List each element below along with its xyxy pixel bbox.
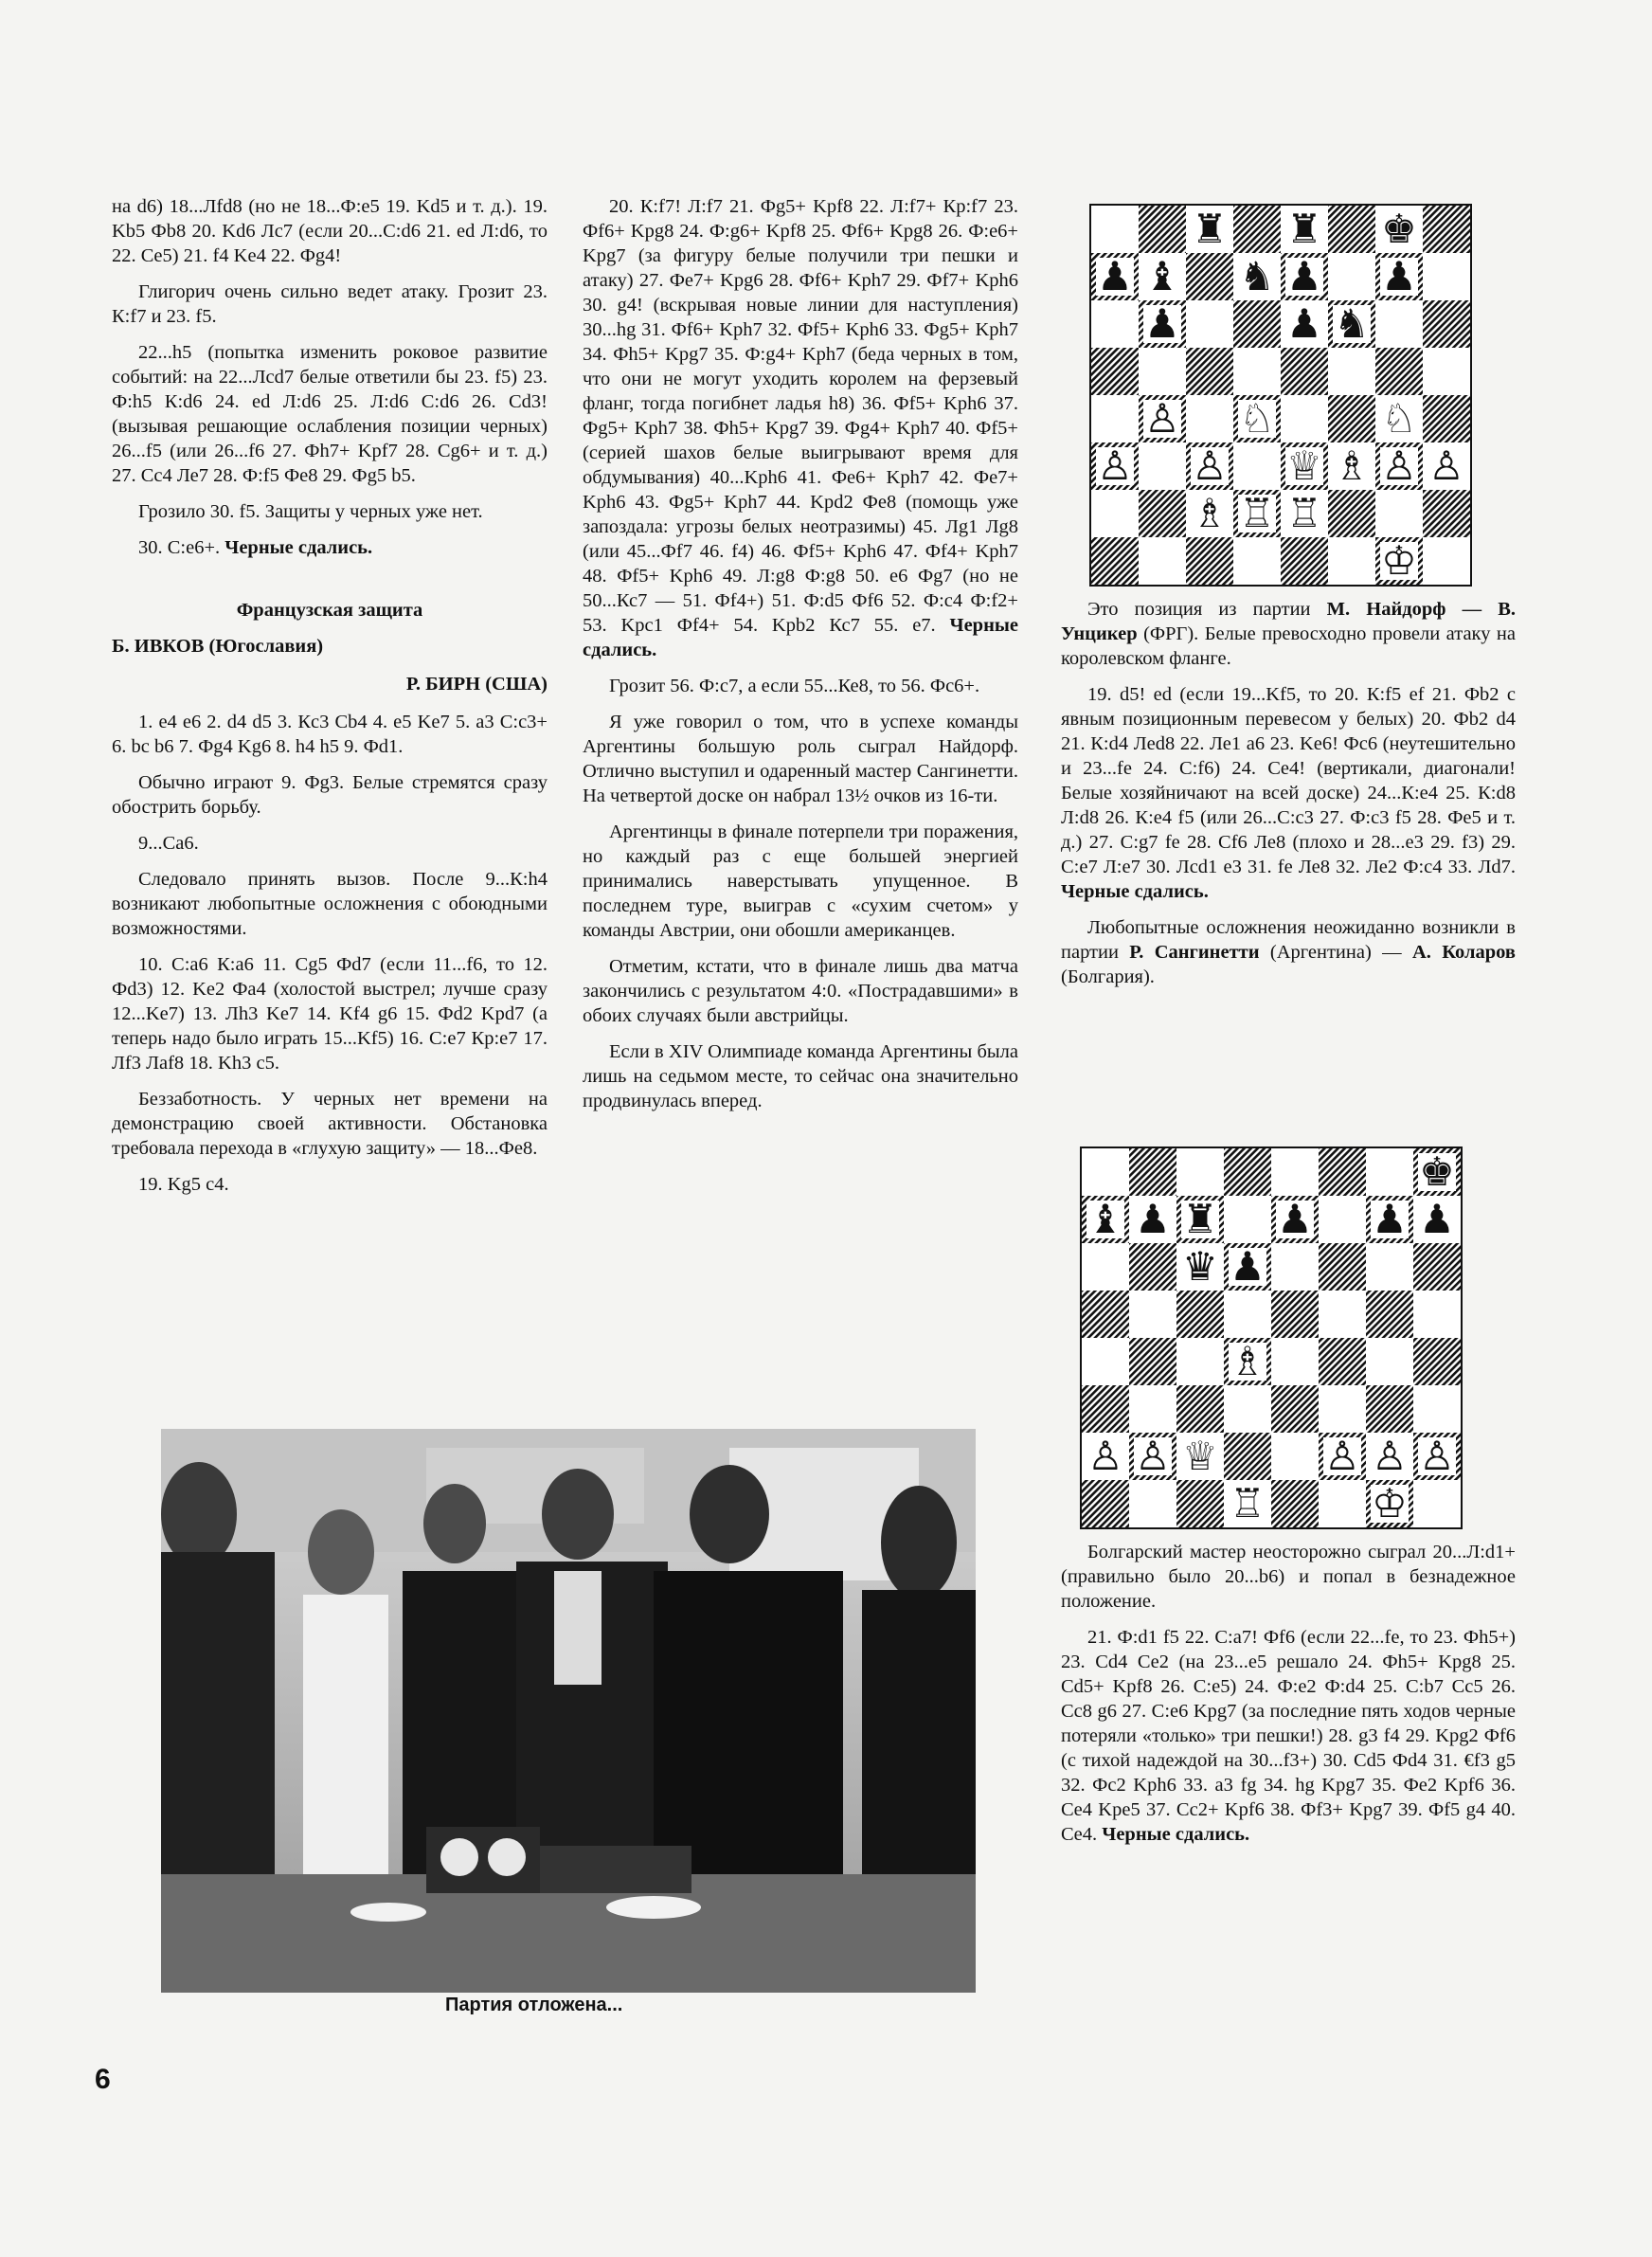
black-bishop-icon: ♝ xyxy=(1087,1196,1123,1242)
white-bishop-icon: ♗ xyxy=(1334,442,1370,489)
result-text: Черные сдались. xyxy=(224,537,373,558)
result-text: Черные сдались. xyxy=(1102,1824,1250,1845)
white-pawn-icon: ♙ xyxy=(1381,442,1417,489)
dark-square xyxy=(1423,206,1470,253)
dark-square xyxy=(1281,537,1328,585)
white-pawn-icon: ♙ xyxy=(1097,442,1133,489)
dark-square xyxy=(1186,253,1233,300)
black-pawn-icon: ♟ xyxy=(1097,253,1133,299)
white-pawn-icon: ♙ xyxy=(1144,395,1180,442)
paragraph: Обычно играют 9. Фg3. Белые стремятся сразу обострить борьбу. xyxy=(112,772,548,818)
black-pawn-icon: ♟ xyxy=(1286,300,1322,347)
white-pawn-icon: ♙ xyxy=(1324,1433,1360,1479)
column-3 xyxy=(1061,597,1516,1001)
light-square xyxy=(1129,1291,1176,1338)
light-square xyxy=(1413,1385,1461,1433)
light-square xyxy=(1366,1148,1413,1196)
paragraph: 22...h5 (попытка изменить роковое развитие событий: на 22...Лcd7 белые ответили бы 23. f5) 23. Ф:h5 К:d6 24. ed Л:d6 25. Л:d6 С:d6 26. Cd3! (вызывая решающие ослабления позиции черных) 26...f5 (или 26...f6 27. Фh7+ Kpf7 28. Cg6+ и т. д.) 27. Cc4 Ле7 28. Ф:f5 Фе8 29. Фg5 b5. xyxy=(112,342,548,486)
move-text: 20. К:f7! Л:f7 21. Фg5+ Kpf8 22. Л:f7+ Кр:f7 23. Фf6+ Kpg8 24. Ф:g6+ Kpf8 25. Фf6+ Kpg8 26. Ф:е6+ Kpg7 (за фигуру белые получили три пешки и атаку) 27. Фе7+ Kpg6 28. Фf6+ Kph7 29. Фf7+ Kph6 30. g4! (вскрывая новые линии для наступления) 30...hg 31. Фf6+ Kph7 32. Фf5+ Kph6 33. Фg5+ Kph7 34. Фh5+ Kpg7 35. Ф:g4+ Kph7 (беда черных в том, что они не могут уходить королем на ферзевый фланг, тогда погибнет ладья h8) 36. Фf5+ Kph6 37. Фg5+ Kph7 38. Фh5+ Kpg7 39. Фg4+ Kph7 40. Фf5+ (серией шахов белые выигрывают время для обдумывания) 40...Kph6 41. Фе6+ Kph7 42. Фе7+ Kph6 43. Фg5+ Kph7 44. Kpd2 Фе8 (помощь уже запоздала: угрозы белых неотразимы) 45. Лg1 Лg8 (или 45...Фf7 46. f4) 46. Фf5+ Kph6 47. Фf4+ Kph7 48. Фf5+ Kph6 49. Л:g8 Ф:g8 50. e6 Фg7 (но не 50...Кс7 — 51. Фf4+) 51. Ф:d5 Фf6 52. Ф:с4 Ф:f2+ 53. Kpc1 Фf4+ 54. Kpb2 Кс7 55. e7. xyxy=(583,196,1018,636)
paragraph: 9...Са6. xyxy=(138,833,199,854)
paragraph: 19. Kg5 c4. xyxy=(138,1174,229,1195)
black-pawn-icon: ♟ xyxy=(1230,1243,1266,1290)
light-square xyxy=(1319,1196,1366,1243)
paragraph: Аргентинцы в финале потерпели три поражения, но каждый раз с еще большей энергией принимались наверстывать упущенное. В последнем туре, выиграв с «сухим счетом» у команды Австрии, они обошли американцев. xyxy=(583,822,1018,941)
black-pawn-icon: ♟ xyxy=(1135,1196,1171,1242)
black-pawn-icon: ♟ xyxy=(1286,253,1322,299)
players-text: М. Найдорф — В. Унцикер xyxy=(1061,599,1517,644)
light-square xyxy=(1271,1148,1319,1196)
dark-square xyxy=(1366,1385,1413,1433)
dark-square xyxy=(1413,1243,1461,1291)
dark-square xyxy=(1328,395,1375,442)
dark-square xyxy=(1319,1148,1366,1196)
dark-square xyxy=(1186,348,1233,395)
dark-square xyxy=(1281,348,1328,395)
players-photo xyxy=(161,1429,976,1993)
dark-square xyxy=(1328,206,1375,253)
paragraph xyxy=(1061,682,1516,904)
dark-square xyxy=(1271,1480,1319,1527)
dark-square xyxy=(1129,1243,1176,1291)
dark-square xyxy=(1224,1148,1271,1196)
dark-square xyxy=(1129,1148,1176,1196)
light-square xyxy=(1224,1291,1271,1338)
black-pawn-icon: ♟ xyxy=(1419,1196,1455,1242)
white-queen-icon: ♕ xyxy=(1182,1433,1218,1479)
white-rook-icon: ♖ xyxy=(1286,490,1322,536)
white-knight-icon: ♘ xyxy=(1381,395,1417,442)
dark-square xyxy=(1423,490,1470,537)
dark-square xyxy=(1413,1338,1461,1385)
paragraph xyxy=(1061,915,1516,989)
paragraph: Отметим, кстати, что в финале лишь два матча закончились с результатом 4:0. «Пострадавшими» в обоих случаях были австрийцы. xyxy=(583,956,1018,1026)
dark-square xyxy=(1091,348,1139,395)
dark-square xyxy=(1319,1338,1366,1385)
black-knight-icon: ♞ xyxy=(1239,253,1275,299)
light-square xyxy=(1082,1243,1129,1291)
chess-diagram-2 xyxy=(1080,1147,1463,1529)
result-text: Черные сдались. xyxy=(583,615,1018,660)
text: (Аргентина) — xyxy=(1259,942,1412,963)
paragraph xyxy=(583,194,1018,662)
dark-square xyxy=(1224,1433,1271,1480)
opening-heading: Французская защита xyxy=(236,600,423,621)
white-rook-icon: ♖ xyxy=(1239,490,1275,536)
column-3-lower xyxy=(1061,1540,1516,1858)
text: Любопытные осложнения неожиданно возникли в партии xyxy=(1061,917,1516,963)
white-king-icon: ♔ xyxy=(1372,1480,1408,1526)
dark-square xyxy=(1319,1243,1366,1291)
black-pawn-icon: ♟ xyxy=(1381,253,1417,299)
light-square xyxy=(1082,1338,1129,1385)
light-square xyxy=(1375,300,1423,348)
column-1 xyxy=(112,194,548,1208)
light-square xyxy=(1281,395,1328,442)
white-queen-icon: ♕ xyxy=(1286,442,1322,489)
chessboard xyxy=(1091,206,1470,585)
light-square xyxy=(1423,253,1470,300)
paragraph: 10. С:а6 К:а6 11. Cg5 Фd7 (если 11...f6, то 12. Фd3) 12. Ke2 Фа4 (холостой выстрел; лучше сразу 12...Ke7) 13. Лh3 Ke7 14. Kf4 g6 15. Фd2 Kpd7 (а теперь надо было играть 15...Kf5) 16. С:е7 Кр:е7 17. Лf3 Лаf8 18. Kh3 c5. xyxy=(112,954,548,1074)
paragraph: Я уже говорил о том, что в успехе команды Аргентины большую роль сыграл Найдорф. Отлично выступил и одаренный мастер Сангинетти. На четвертой доске он набрал 13½ очков из 16-ти. xyxy=(583,712,1018,806)
light-square xyxy=(1423,348,1470,395)
black-pawn-icon: ♟ xyxy=(1372,1196,1408,1242)
white-bishop-icon: ♗ xyxy=(1230,1338,1266,1384)
white-rook-icon: ♖ xyxy=(1230,1480,1266,1526)
white-pawn-icon: ♙ xyxy=(1372,1433,1408,1479)
dark-square xyxy=(1139,206,1186,253)
chessboard xyxy=(1082,1148,1461,1527)
dark-square xyxy=(1082,1291,1129,1338)
black-pawn-icon: ♟ xyxy=(1144,300,1180,347)
player-text: Р. Сангинетти xyxy=(1129,942,1260,963)
white-pawn-icon: ♙ xyxy=(1087,1433,1123,1479)
dark-square xyxy=(1328,490,1375,537)
light-square xyxy=(1319,1480,1366,1527)
paragraph: Грозило 30. f5. Защиты у черных уже нет. xyxy=(138,501,483,522)
paragraph xyxy=(112,535,548,560)
dark-square xyxy=(1176,1291,1224,1338)
light-square xyxy=(1271,1243,1319,1291)
light-square xyxy=(1186,395,1233,442)
light-square xyxy=(1082,1148,1129,1196)
white-player: Б. ИВКОВ (Югославия) xyxy=(112,636,324,657)
black-queen-icon: ♛ xyxy=(1182,1243,1218,1290)
white-bishop-icon: ♗ xyxy=(1192,490,1228,536)
light-square xyxy=(1186,300,1233,348)
black-rook-icon: ♜ xyxy=(1182,1196,1218,1242)
dark-square xyxy=(1366,1291,1413,1338)
dark-square xyxy=(1233,300,1281,348)
white-pawn-icon: ♙ xyxy=(1192,442,1228,489)
photo-image xyxy=(161,1429,976,1993)
light-square xyxy=(1319,1291,1366,1338)
paragraph: Следовало принять вызов. После 9...К:h4 возникают любопытные осложнения с обоюдными возможностями. xyxy=(112,869,548,939)
light-square xyxy=(1176,1148,1224,1196)
black-king-icon: ♚ xyxy=(1381,206,1417,252)
dark-square xyxy=(1082,1385,1129,1433)
black-pawn-icon: ♟ xyxy=(1277,1196,1313,1242)
dark-square xyxy=(1423,395,1470,442)
white-king-icon: ♔ xyxy=(1381,537,1417,584)
light-square xyxy=(1233,537,1281,585)
light-square xyxy=(1271,1433,1319,1480)
black-bishop-icon: ♝ xyxy=(1144,253,1180,299)
light-square xyxy=(1328,348,1375,395)
paragraph: Беззаботность. У черных нет времени на демонстрацию своей активности. Обстановка требовала перехода в «глухую защиту» — 18...Фе8. xyxy=(112,1089,548,1159)
light-square xyxy=(1129,1480,1176,1527)
light-square xyxy=(1375,490,1423,537)
move-text: 21. Ф:d1 f5 22. C:a7! Фf6 (если 22...fe, то 23. Фh5+) 23. Cd4 Ce2 (на 23...e5 решало 24. Фh5+ Kpg8 25. Cd5+ Kpf8 26. C:e5) 24. Ф:е2 Ф:d4 25. C:b7 Cc5 26. Cc8 g6 27. C:e6 Kpg7 (за последние пять ходов черные потеряли «только» три пешки!) 28. g3 f4 29. Kpg2 Фf6 (с тихой надеждой на 30...f3+) 30. Cd5 Фd4 31. €f3 g5 32. Фс2 Kph6 33. a3 fg 34. hg Kpg7 35. Фе2 Kpf6 36. Ce4 Kpe5 37. Cc2+ Kpf6 38. Фf3+ Kpg7 39. Фf5 g4 40. Ce4. xyxy=(1061,1627,1516,1845)
light-square xyxy=(1319,1385,1366,1433)
light-square xyxy=(1413,1291,1461,1338)
light-square xyxy=(1091,300,1139,348)
light-square xyxy=(1091,490,1139,537)
dark-square xyxy=(1176,1385,1224,1433)
text: (Болгария). xyxy=(1061,966,1155,987)
light-square xyxy=(1139,348,1186,395)
light-square xyxy=(1176,1338,1224,1385)
photo-caption: Партия отложена... xyxy=(445,1995,623,2015)
paragraph: на d6) 18...Лfd8 (но не 18...Ф:е5 19. Kd5 и т. д.). 19. Kb5 Фb8 20. Kd6 Лс7 (если 20...С:d6 21. ed Л:d6, то 22. Ce5) 21. f4 Ke4 22. Фg4! xyxy=(112,196,548,266)
paragraph: Болгарский мастер неосторожно сыграл 20...Л:d1+ (правильно было 20...b6) и попал в безнадежное положение. xyxy=(1061,1542,1516,1612)
black-rook-icon: ♜ xyxy=(1192,206,1228,252)
white-pawn-icon: ♙ xyxy=(1428,442,1464,489)
move-text: 30. С:е6+. xyxy=(138,537,225,558)
light-square xyxy=(1328,537,1375,585)
column-2 xyxy=(583,194,1018,1125)
black-knight-icon: ♞ xyxy=(1334,300,1370,347)
light-square xyxy=(1233,348,1281,395)
light-square xyxy=(1366,1338,1413,1385)
light-square xyxy=(1271,1338,1319,1385)
paragraph: Если в XIV Олимпиаде команда Аргентины была лишь на седьмом месте, то сейчас она значительно продвинулась вперед. xyxy=(583,1041,1018,1111)
chess-diagram-1 xyxy=(1089,204,1472,587)
text: (ФРГ). Белые превосходно провели атаку на королевском фланге. xyxy=(1061,623,1516,669)
white-pawn-icon: ♙ xyxy=(1135,1433,1171,1479)
black-player: Р. БИРН (США) xyxy=(405,674,548,695)
dark-square xyxy=(1129,1338,1176,1385)
light-square xyxy=(1139,442,1186,490)
dark-square xyxy=(1375,348,1423,395)
dark-square xyxy=(1139,490,1186,537)
dark-square xyxy=(1423,300,1470,348)
dark-square xyxy=(1186,537,1233,585)
result-text: Черные сдались. xyxy=(1061,881,1209,902)
dark-square xyxy=(1233,206,1281,253)
paragraph xyxy=(1061,1625,1516,1847)
text: Это позиция из партии xyxy=(1087,599,1327,620)
light-square xyxy=(1224,1196,1271,1243)
paragraph: 1. e4 e6 2. d4 d5 3. Кc3 Cb4 4. e5 Ke7 5. a3 С:c3+ 6. bc b6 7. Фg4 Kg6 8. h4 h5 9. Фd1. xyxy=(112,712,548,757)
paragraph xyxy=(1061,597,1516,671)
dark-square xyxy=(1082,1480,1129,1527)
light-square xyxy=(1233,442,1281,490)
black-rook-icon: ♜ xyxy=(1286,206,1322,252)
player-text: А. Коларов xyxy=(1411,942,1516,963)
light-square xyxy=(1091,206,1139,253)
paragraph: Глигорич очень сильно ведет атаку. Грозит 23. К:f7 и 23. f5. xyxy=(112,281,548,327)
light-square xyxy=(1091,395,1139,442)
white-knight-icon: ♘ xyxy=(1239,395,1275,442)
dark-square xyxy=(1176,1480,1224,1527)
light-square xyxy=(1423,537,1470,585)
paragraph: Грозит 56. Ф:с7, а если 55...Ке8, то 56. Фс6+. xyxy=(609,676,980,696)
light-square xyxy=(1328,253,1375,300)
black-king-icon: ♚ xyxy=(1419,1148,1455,1195)
light-square xyxy=(1224,1385,1271,1433)
light-square xyxy=(1139,537,1186,585)
dark-square xyxy=(1091,537,1139,585)
page-number: 6 xyxy=(95,2064,111,2095)
light-square xyxy=(1366,1243,1413,1291)
move-text: 19. d5! ed (если 19...Kf5, то 20. К:f5 ef 21. Фb2 с явным позиционным перевесом у белых) 20. Фb2 d4 21. К:d4 Лed8 22. Ле1 а6 23. Ke6! Фс6 (неутешительно и 23...fe 24. C:f6) 24. Ce4! (вертикали, диагонали! Белые хозяйничают на всей доске) 24...К:е4 25. К:d8 Л:d8 26. К:е4 f5 (или 26...C:c3 27. Ф:c3 f5 28. Фе5 и т. д.) 27. C:g7 fe 28. Cf6 Ле8 (плохо и 28...e3 29. f3) 29. C:e7 Л:e7 30. Лcd1 e3 31. fe Ле8 32. Ле2 Ф:с4 33. Лd7. xyxy=(1061,684,1516,877)
dark-square xyxy=(1271,1291,1319,1338)
light-square xyxy=(1129,1385,1176,1433)
white-pawn-icon: ♙ xyxy=(1419,1433,1455,1479)
dark-square xyxy=(1271,1385,1319,1433)
light-square xyxy=(1413,1480,1461,1527)
